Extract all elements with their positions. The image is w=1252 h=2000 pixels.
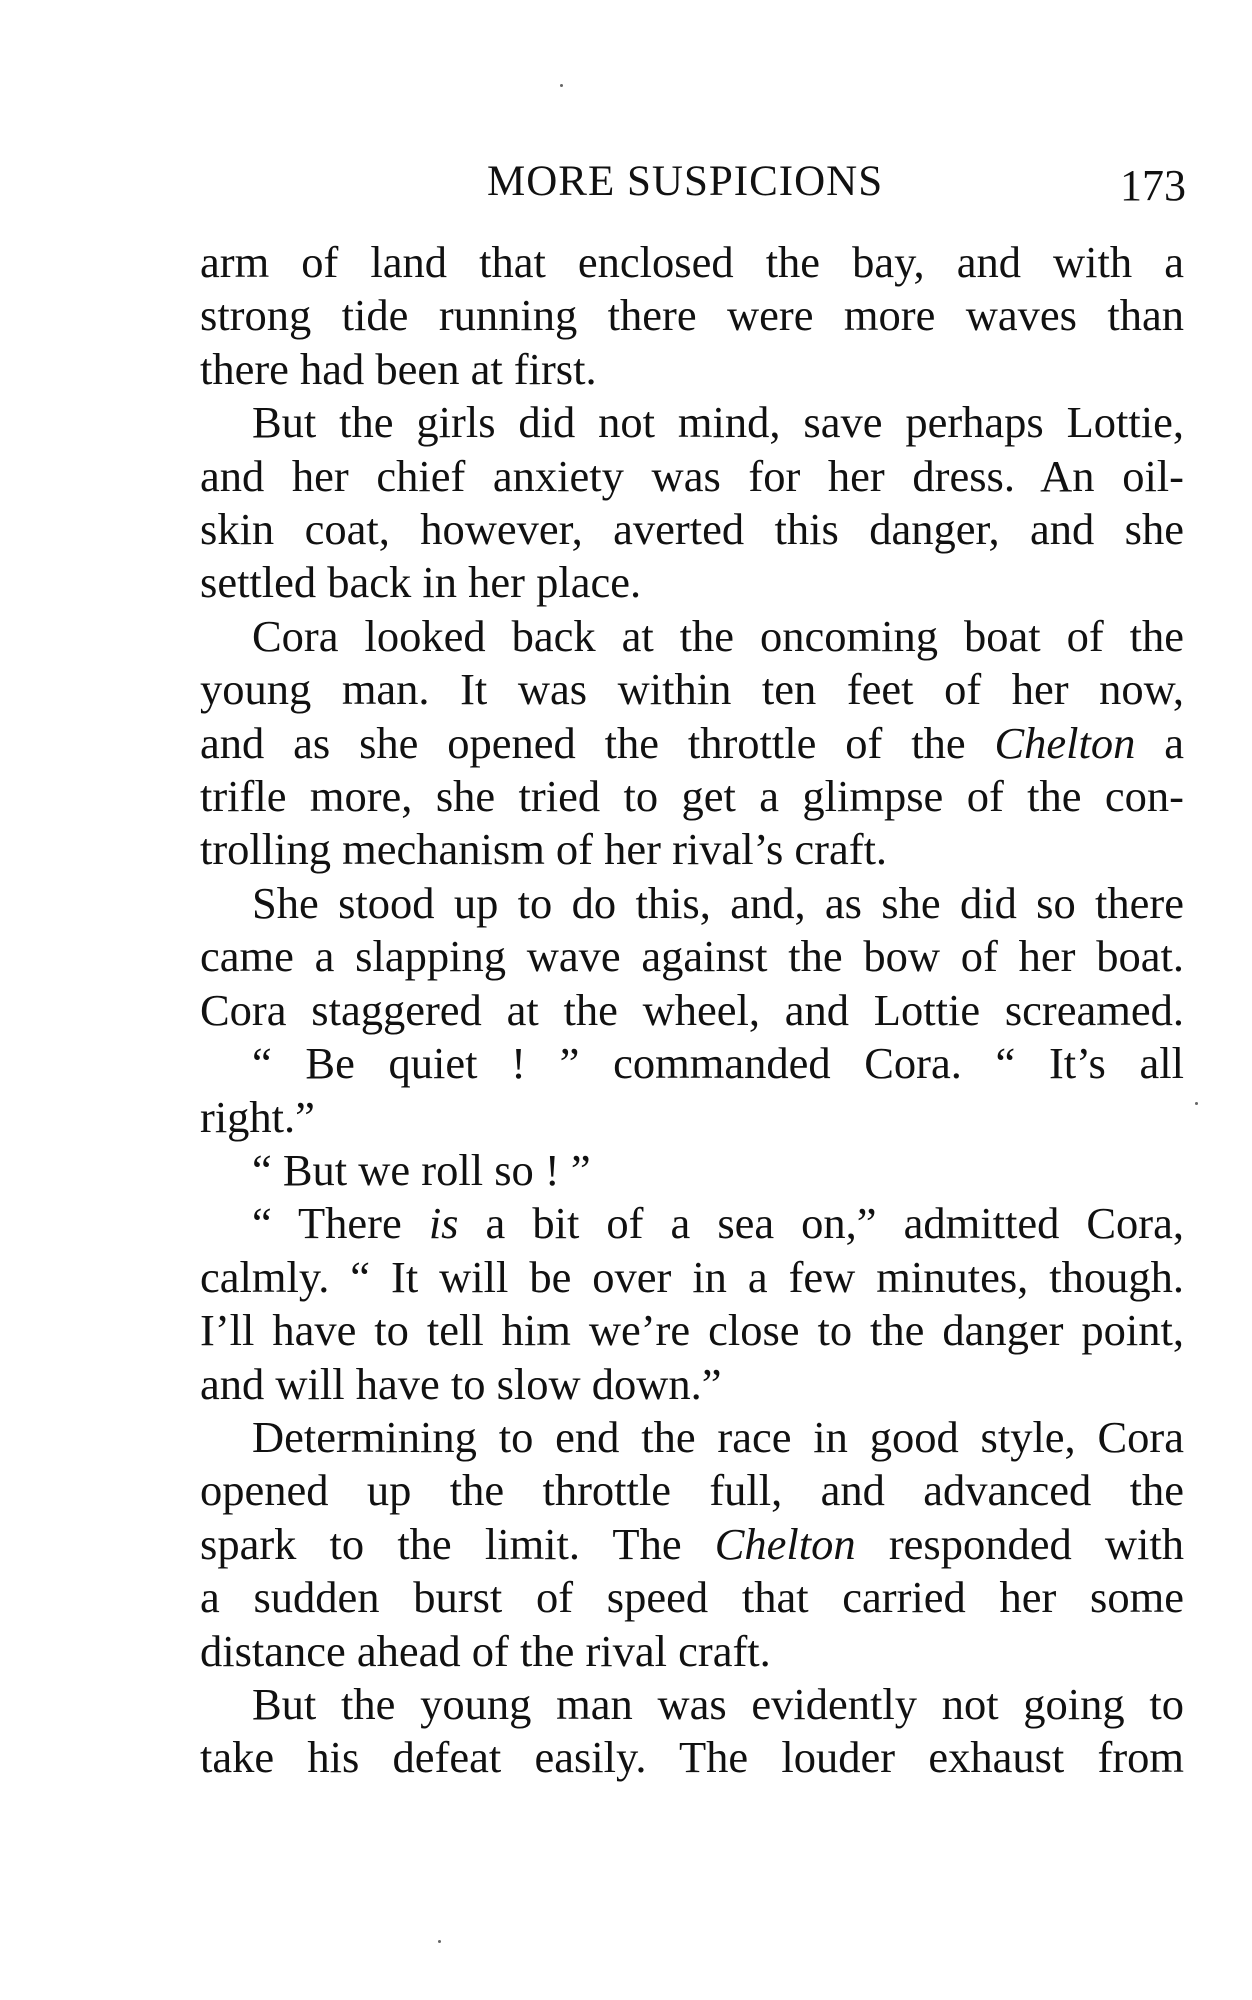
emphasis-italic: is (428, 1198, 459, 1249)
text-line: But the young man was evidently not going to (252, 1678, 1184, 1729)
body-text (200, 236, 1184, 1785)
text-line: Cora looked back at the oncoming boat of the (252, 610, 1184, 661)
text-line: strong tide running there were more waves than (200, 290, 1184, 341)
text-line: take his defeat easily. The louder exhaust from (200, 1732, 1184, 1783)
text-line: and as she opened the throttle of the Chelton a (200, 717, 1184, 768)
boat-name-italic: Chelton (994, 717, 1136, 768)
text-line: I’ll have to tell him we’re close to the danger point, (200, 1305, 1184, 1356)
text-line: Cora staggered at the wheel, and Lottie screamed. (200, 984, 1184, 1035)
text-line: spark to the limit. The Chelton responded with (200, 1518, 1184, 1569)
running-title: MORE SUSPICIONS (487, 158, 884, 205)
text-line: “ There is a bit of a sea on,” admitted Cora, (252, 1198, 1185, 1249)
text-line: skin coat, however, averted this danger, and she (200, 504, 1184, 555)
text-line: and will have to slow down.” (200, 1358, 722, 1409)
text-line: Determining to end the race in good style, Cora (252, 1411, 1184, 1462)
scan-speck (438, 1940, 441, 1943)
page-number: 173 (1120, 161, 1186, 210)
text-line: trolling mechanism of her rival’s craft. (200, 824, 888, 875)
scan-speck (560, 84, 563, 87)
text-line: trifle more, she tried to get a glimpse of the con- (200, 771, 1184, 822)
scan-speck (1195, 1102, 1198, 1105)
text-line: young man. It was within ten feet of her now, (200, 664, 1184, 715)
text-line: opened up the throttle full, and advanced the (200, 1465, 1184, 1516)
text-line: distance ahead of the rival craft. (200, 1625, 771, 1676)
boat-name-italic: Chelton (714, 1518, 856, 1569)
running-head (200, 152, 1190, 212)
text-line: “ But we roll so ! ” (252, 1144, 591, 1195)
text-line: right.” (200, 1091, 315, 1142)
text-line: and her chief anxiety was for her dress. An oil- (200, 450, 1184, 501)
text-line: “ Be quiet ! ” commanded Cora. “ It’s all (252, 1038, 1184, 1089)
text-line: calmly. “ It will be over in a few minutes, though. (200, 1251, 1184, 1302)
text-line: settled back in her place. (200, 557, 642, 608)
text-line: there had been at first. (200, 343, 597, 394)
text-line: came a slapping wave against the bow of her boat. (200, 931, 1184, 982)
text-line: But the girls did not mind, save perhaps Lottie, (252, 397, 1184, 448)
text-line: a sudden burst of speed that carried her some (200, 1572, 1184, 1623)
text-line: arm of land that enclosed the bay, and with a (200, 237, 1184, 287)
text-line: She stood up to do this, and, as she did so there (252, 877, 1184, 928)
